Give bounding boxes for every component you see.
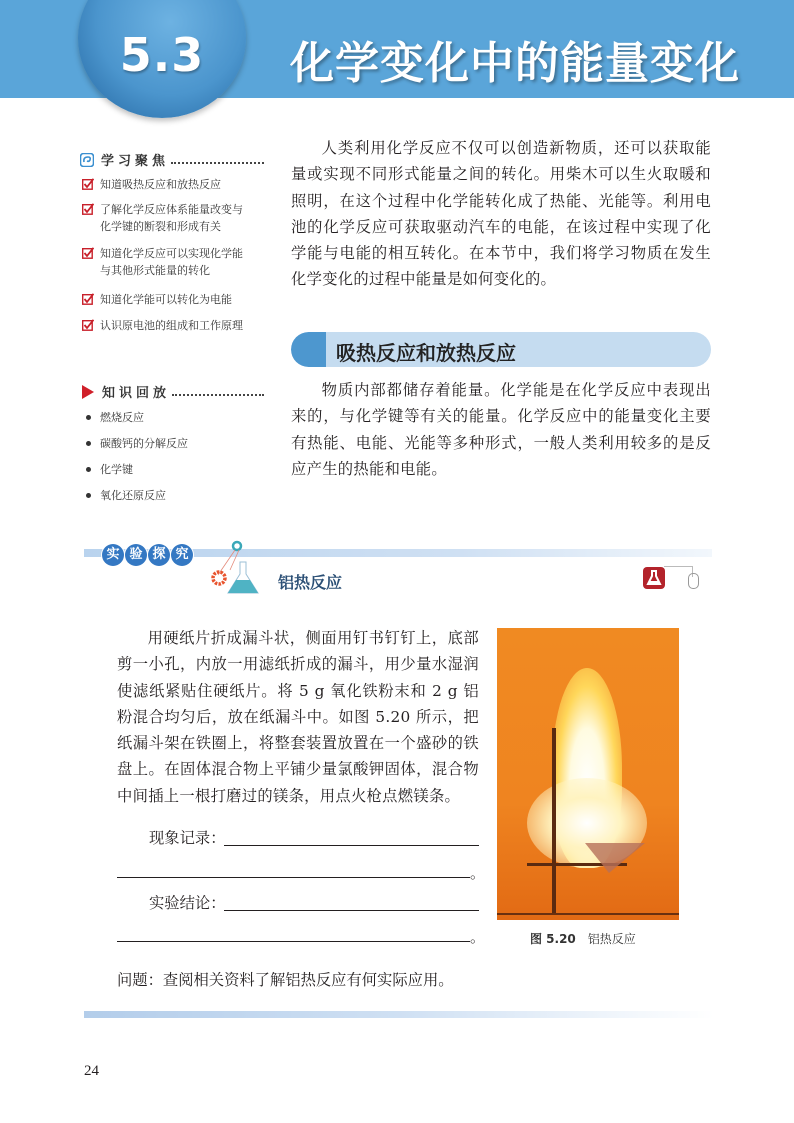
learning-focus-title: 学习聚焦 (101, 154, 170, 169)
focus-swirl-icon (80, 153, 94, 167)
goal-text-line: 化学键的断裂和形成有关 (100, 220, 221, 233)
experiment-badge-char: 实 (102, 544, 124, 566)
checkbox-checked-icon (82, 247, 94, 259)
conclusion-blank-line-2[interactable] (117, 941, 470, 942)
bullet-icon (86, 467, 91, 472)
record-label: 现象记录： (149, 829, 226, 847)
experiment-question: 问题：查阅相关资料了解铝热反应有何实际应用。 (117, 971, 454, 989)
conclusion-blank-line-1[interactable] (224, 910, 479, 911)
checkbox-checked-icon (82, 319, 94, 331)
flask-gear-icon (208, 540, 264, 598)
thermite-reaction-photo (497, 628, 679, 920)
goal-item (82, 201, 266, 235)
section-title: 吸热反应和放热反应 (336, 341, 516, 365)
record-blank-line-2[interactable] (117, 877, 470, 878)
checkbox-checked-icon (82, 203, 94, 215)
checkbox-checked-icon (82, 178, 94, 190)
goal-text: 认识原电池的组成和工作原理 (100, 319, 243, 332)
chapter-number: 5.3 (119, 28, 205, 82)
goal-text-line: 了解化学反应体系能量改变与 (100, 203, 243, 216)
learning-focus-heading (80, 150, 264, 169)
section-paragraph: 物质内部都储存着能量。化学能是在化学反应中表现出来的，与化学键等有关的能量。化学反应中的能量变化主要有热能、电能、光能等多种形式，一般人类利用较多的是反应产生的热能和电能。 (291, 381, 711, 478)
review-item-text: 燃烧反应 (100, 411, 144, 424)
review-item-text: 化学键 (100, 463, 133, 476)
period: 。 (470, 864, 486, 882)
chapter-title: 化学变化中的能量变化 (290, 38, 740, 89)
record-blank-line-1[interactable] (224, 845, 479, 846)
experiment-title: 铝热反应 (278, 573, 343, 592)
goal-text: 知道化学能可以转化为电能 (100, 293, 232, 306)
experiment-badge-char: 验 (125, 544, 147, 566)
bullet-icon (86, 441, 91, 446)
experiment-bottom-bar (84, 1011, 714, 1018)
conclusion-label: 实验结论： (149, 894, 226, 912)
intro-paragraph: 人类利用化学反应不仅可以创造新物质，还可以获取能量或实现不同形式能量之间的转化。用柴木可以生火取暖和照明，在这个过程中化学能转化成了热能、光能等。利用电池的化学反应可获取驱动汽车的电能，在该过程中实现了化学能与电能的相互转化。在本节中，我们将学习物质在发生化学变化的过程中能量是如何变化的。 (291, 139, 711, 289)
goal-item (82, 291, 266, 308)
review-item (86, 487, 166, 503)
experiment-badge-char: 究 (171, 544, 193, 566)
review-item (86, 409, 144, 425)
checkbox-checked-icon (82, 293, 94, 305)
goal-item (82, 176, 266, 193)
goal-text-line: 与其他形式能量的转化 (100, 264, 210, 277)
figure-caption-text: 铝热反应 (587, 932, 636, 946)
review-item-text: 氧化还原反应 (100, 489, 166, 502)
goal-item (82, 245, 266, 279)
goal-item (82, 317, 266, 334)
experiment-badge-char: 探 (148, 544, 170, 566)
figure-number: 图 5.20 (530, 932, 576, 946)
knowledge-review-heading (80, 382, 264, 401)
mouse-icon (688, 573, 699, 589)
goal-text-line: 知道化学反应可以实现化学能 (100, 247, 243, 260)
heading-dotted-leader (171, 162, 264, 164)
review-item-text: 碳酸钙的分解反应 (100, 437, 188, 450)
goal-text: 知道吸热反应和放热反应 (100, 178, 221, 191)
review-item (86, 461, 133, 477)
bullet-icon (86, 493, 91, 498)
heading-dotted-leader (172, 394, 264, 396)
bullet-icon (86, 415, 91, 420)
period: 。 (470, 928, 486, 946)
figure-caption (530, 930, 636, 947)
experiment-procedure: 用硬纸片折成漏斗状，侧面用钉书钉钉上，底部剪一小孔，内放一用滤纸折成的漏斗，用少量水湿润使滤纸紧贴住硬纸片。将 5 g 氧化铁粉末和 2 g 铝粉混合均匀后，放在纸漏斗中。如图 5.20 所示，把纸漏斗架在铁圈上，将整套装置放置在一个盛砂的铁盘上。在固体混合物上平铺少量氯酸钾固体，混合物中间插上一根打磨过的镁条，用点火枪点燃镁条。 (117, 629, 479, 805)
section-heading-cap (291, 332, 326, 367)
knowledge-review-title: 知识回放 (102, 386, 171, 401)
red-triangle-icon (82, 385, 94, 399)
lab-flask-icon[interactable] (643, 567, 665, 589)
review-item (86, 435, 188, 451)
page-number: 24 (84, 1063, 99, 1079)
